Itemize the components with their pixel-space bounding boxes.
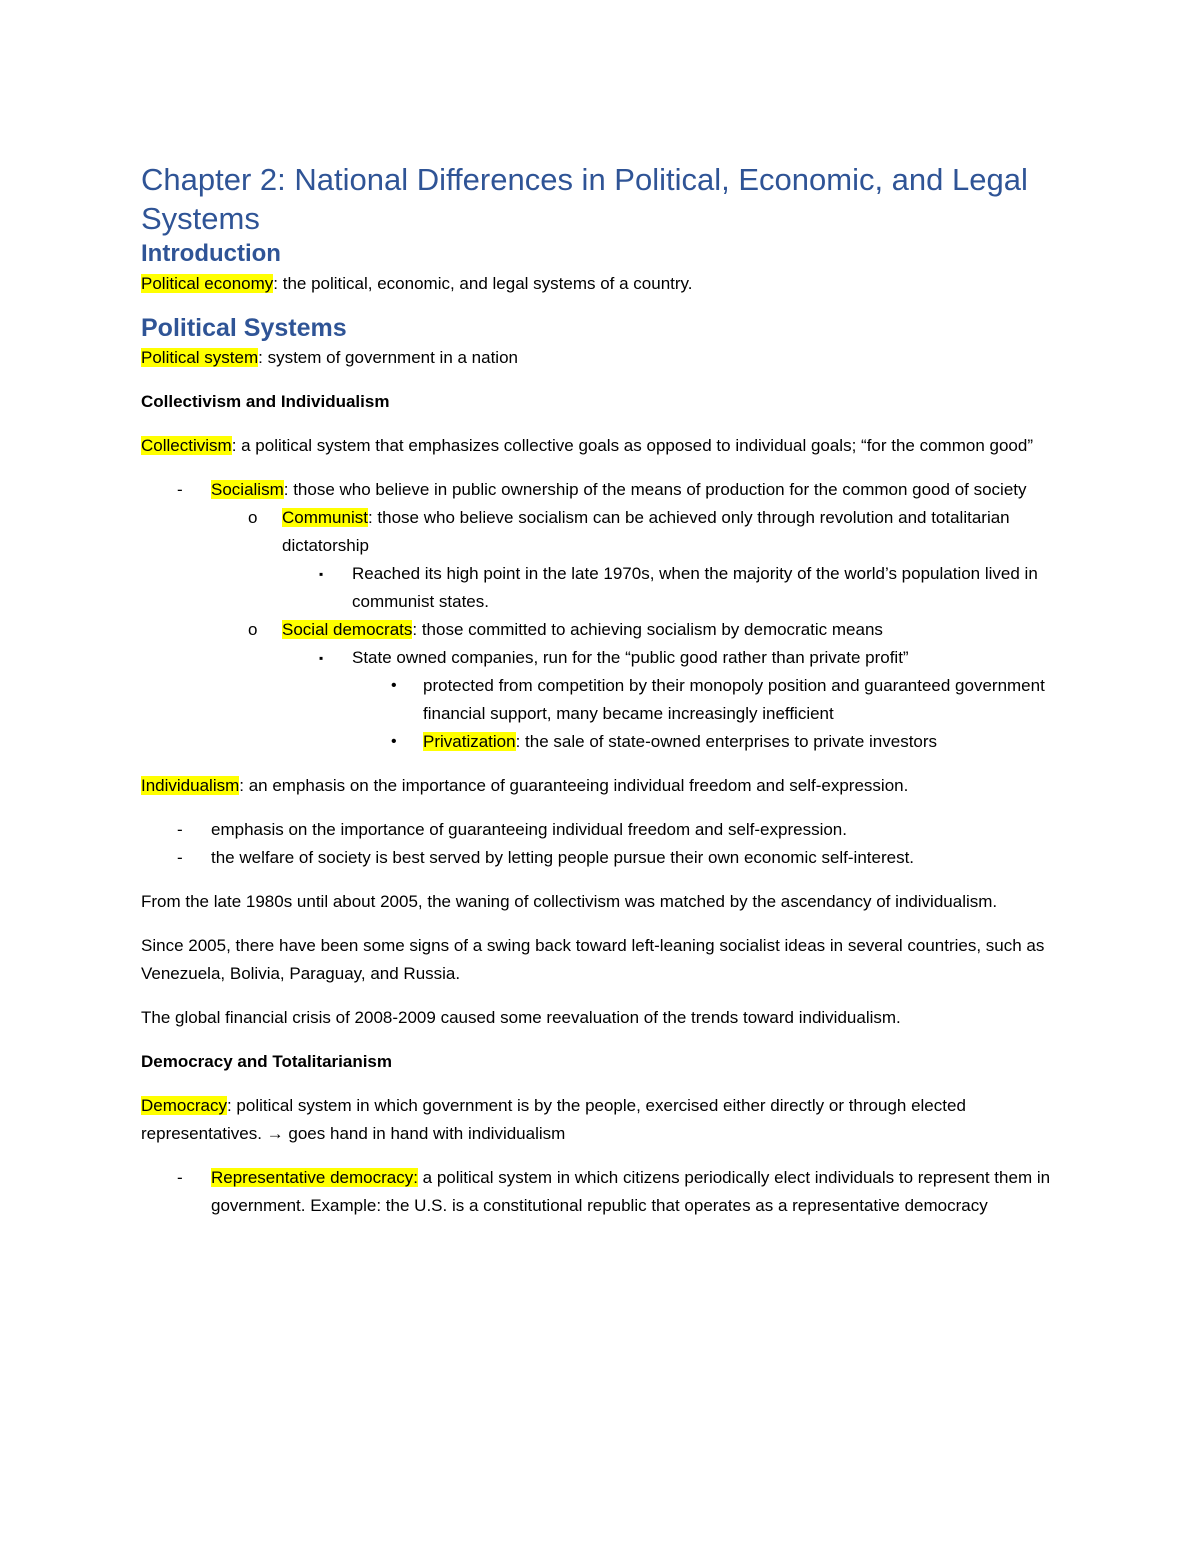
heading-political-systems: Political Systems	[141, 314, 347, 342]
representative-democracy-term: Representative democracy:	[211, 1168, 418, 1187]
paragraph-2005: Since 2005, there have been some signs of a swing back toward left-leaning socialist ideas in several countries, such as Venezuela, Bolivia, Paraguay, and Russia.	[141, 936, 1045, 983]
communist-term: Communist	[282, 508, 368, 527]
socialism-term: Socialism	[211, 480, 284, 499]
heading-introduction: Introduction	[141, 240, 281, 267]
socialism-item: - Socialism: those who believe in public ownership of the means of production for the common good of society	[141, 476, 1061, 504]
circle-marker: o	[248, 508, 258, 527]
political-economy-definition: Political economy: the political, economic, and legal systems of a country.	[141, 274, 693, 293]
privatization-item: • Privatization: the sale of state-owned enterprises to private investors	[141, 728, 1061, 756]
heading-collectivism-individualism: Collectivism and Individualism	[141, 392, 390, 411]
individualism-definition: Individualism: an emphasis on the importance of guaranteeing individual freedom and self-expression.	[141, 776, 909, 795]
collectivism-list	[141, 476, 1061, 756]
individualism-point: - emphasis on the importance of guaranteeing individual freedom and self-expression.	[141, 816, 1061, 844]
circle-marker: o	[248, 620, 258, 639]
paragraph-1980s: From the late 1980s until about 2005, the waning of collectivism was matched by the ascendancy of individualism.	[141, 892, 998, 911]
paragraph-financial-crisis: The global financial crisis of 2008-2009 caused some reevaluation of the trends toward individualism.	[141, 1008, 901, 1027]
document-page	[141, 160, 1061, 1220]
privatization-term: Privatization	[423, 732, 516, 751]
round-bullet-icon: •	[391, 733, 397, 750]
individualism-point: - the welfare of society is best served by letting people pursue their own economic self-interest.	[141, 844, 1061, 872]
collectivism-definition: Collectivism: a political system that emphasizes collective goals as opposed to individual goals; “for the common good”	[141, 436, 1033, 455]
political-system-definition: Political system: system of government in a nation	[141, 348, 518, 367]
round-bullet-icon: •	[391, 677, 397, 694]
democracy-definition: Democracy: political system in which government is by the people, exercised either directly or through elected representatives. → goes hand in hand with individualism	[141, 1096, 966, 1143]
individualism-list	[141, 816, 1061, 872]
individualism-term: Individualism	[141, 776, 240, 795]
dash-marker: -	[177, 848, 183, 867]
democracy-list	[141, 1164, 1061, 1220]
dash-marker: -	[177, 480, 183, 499]
dash-marker: -	[177, 1168, 183, 1187]
collectivism-term: Collectivism	[141, 436, 232, 455]
dash-marker: -	[177, 820, 183, 839]
heading-democracy-totalitarianism: Democracy and Totalitarianism	[141, 1052, 392, 1071]
communist-item: o Communist: those who believe socialism can be achieved only through revolution and totalitarian dictatorship	[141, 504, 1061, 560]
square-bullet-icon: ▪	[319, 567, 324, 581]
social-democrats-term: Social democrats	[282, 620, 413, 639]
political-system-term: Political system	[141, 348, 259, 367]
document-title: Chapter 2: National Differences in Political, Economic, and Legal Systems	[141, 162, 1028, 236]
square-bullet-icon: ▪	[319, 651, 324, 665]
democracy-term: Democracy	[141, 1096, 227, 1115]
protected-item: • protected from competition by their monopoly position and guaranteed government financial support, many became increasingly inefficient	[141, 672, 1061, 728]
social-democrats-item: o Social democrats: those committed to achieving socialism by democratic means	[141, 616, 1061, 644]
political-economy-term: Political economy	[141, 274, 274, 293]
representative-democracy-item: - Representative democracy: a political system in which citizens periodically elect individuals to represent them in government. Example: the U.S. is a constitutional republic that operates as a representative democracy	[141, 1164, 1061, 1220]
state-owned-item: ▪ State owned companies, run for the “public good rather than private profit”	[141, 644, 1061, 672]
communist-point-item: ▪ Reached its high point in the late 1970s, when the majority of the world’s population lived in communist states.	[141, 560, 1061, 616]
